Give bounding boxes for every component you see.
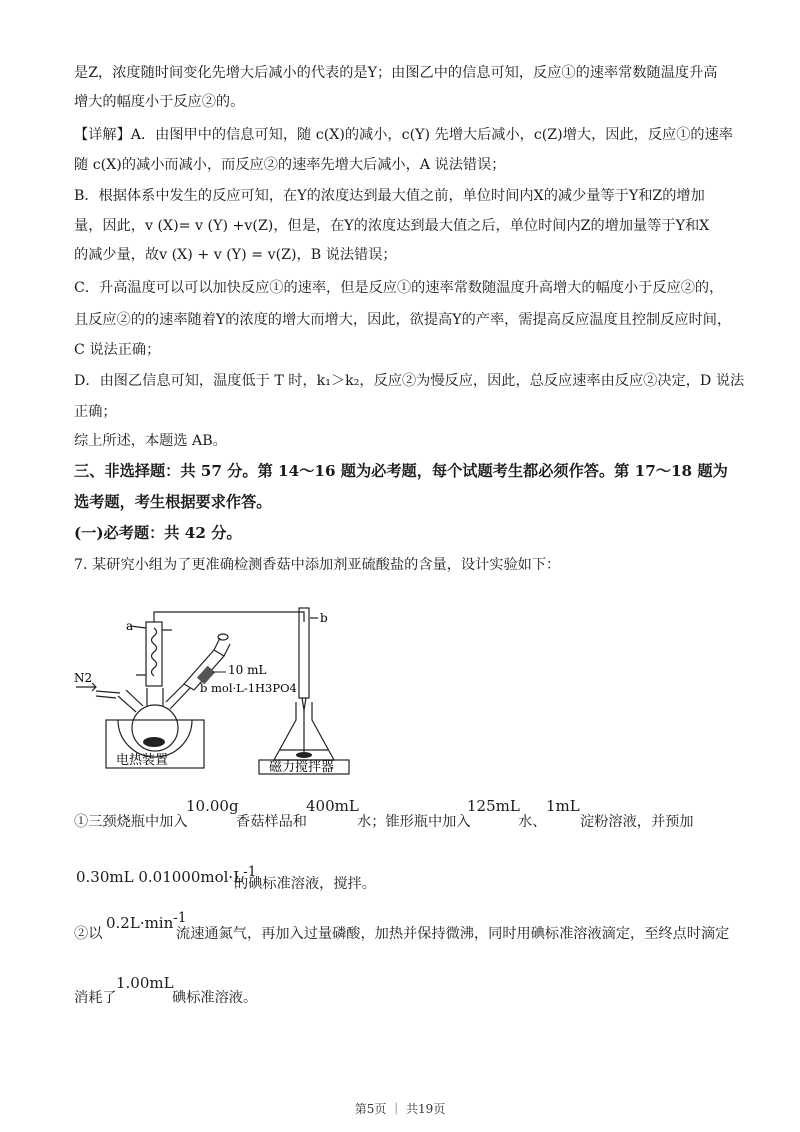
text-line: C．升高温度可以可以加快反应①的速率，但是反应①的速率常数随温度升高增大的幅度小于反应②的， (74, 280, 724, 296)
text-line: 【详解】A．由图甲中的信息可知，随 c(X)的减小，c(Y) 先增大后减小，c(Z)增大，因此，反应①的速率 (74, 127, 733, 143)
value-titrant: 1.00mL (116, 974, 174, 992)
text-line: 正确； (74, 404, 117, 420)
step2-text: 碘标准溶液。 (172, 990, 258, 1006)
step2-text: 流速通氮气，再加入过量磷酸，加热并保持微沸，同时用碘标准溶液滴定，至终点时滴定 (176, 926, 730, 942)
text-line: 增大的幅度小于反应②的。 (74, 94, 245, 110)
text-line: B．根据体系中发生的反应可知，在Y的浓度达到最大值之前，单位时间内X的减少量等于Y和Z的增加 (74, 188, 705, 204)
value-iodine-main: 0.30mL 0.01000mol·L (76, 868, 244, 886)
value-iodine (76, 864, 256, 886)
text-line: 量，因此，v (X)= v (Y) +v(Z)，但是，在Y的浓度达到最大值之后，单位时间内Z的增加量等于Y和X (74, 218, 710, 234)
question-intro: 7. 某研究小组为了更准确检测香菇中添加剂亚硫酸盐的含量，设计实验如下： (74, 557, 561, 573)
text-line: 且反应②的的速率随着Y的浓度的增大而增大，因此，欲提高Y的产率，需提高反应温度且控制反应时间， (74, 312, 732, 328)
value-mass: 10.00g (186, 797, 239, 815)
reagent-concentration: b mol·L-1H3PO4 (200, 681, 297, 695)
value-flow-main: 0.2L·min (106, 914, 174, 932)
page-footer: 第5页 ｜ 共19页 (354, 1102, 446, 1116)
apparatus-figure (74, 592, 374, 782)
value-flow (106, 910, 186, 932)
heating-caption: 电热装置 (116, 753, 169, 768)
step1-text: 的碘标准溶液，搅拌。 (234, 876, 376, 892)
label-n2: N2 (74, 671, 93, 685)
value-iodine-exp: -1 (243, 864, 257, 880)
step1-text: 香菇样品和 (236, 814, 307, 830)
reagent-volume: 10 mL (228, 663, 267, 677)
value-water-flask: 125mL (467, 797, 520, 815)
text-line: 随 c(X)的减小而减小，而反应②的速率先增大后减小，A 说法错误； (74, 157, 506, 173)
text-line: D．由图乙信息可知，温度低于 T 时，k₁＞k₂，反应②为慢反应，因此，总反应速率由反应②决定，D 说法 (74, 373, 745, 389)
section-heading: 选考题，考生根据要求作答。 (74, 493, 272, 511)
step1-text: ①三颈烧瓶中加入 (74, 814, 188, 830)
step2-text: ②以 (74, 926, 103, 942)
apparatus-diagram (74, 592, 374, 782)
step1-text: 水；锥形瓶中加入 (357, 814, 471, 830)
step2-text: 消耗了 (74, 990, 117, 1006)
value-water: 400mL (306, 797, 359, 815)
text-line: 综上所述，本题选 AB。 (74, 433, 227, 449)
stirrer-caption: 磁力搅拌器 (269, 760, 335, 775)
label-b: b (320, 611, 328, 625)
text-line: C 说法正确； (74, 342, 161, 358)
value-flow-exp: -1 (173, 910, 187, 926)
text-line: 的减少量，故v (X) + v (Y) = v(Z)，B 说法错误； (74, 247, 397, 263)
value-starch: 1mL (546, 797, 580, 815)
step1-text: 水、 (518, 814, 547, 830)
subsection-heading: (一)必考题：共 42 分。 (74, 524, 242, 542)
section-heading: 三、非选择题：共 57 分。第 14～16 题为必考题，每个试题考生都必须作答。第 17～18 题为 (74, 462, 728, 480)
step1-text: 淀粉溶液，并预加 (580, 814, 694, 830)
text-line: 是Z，浓度随时间变化先增大后减小的代表的是Y；由图乙中的信息可知，反应①的速率常数随温度升高 (74, 65, 718, 81)
label-a: a (126, 619, 134, 633)
